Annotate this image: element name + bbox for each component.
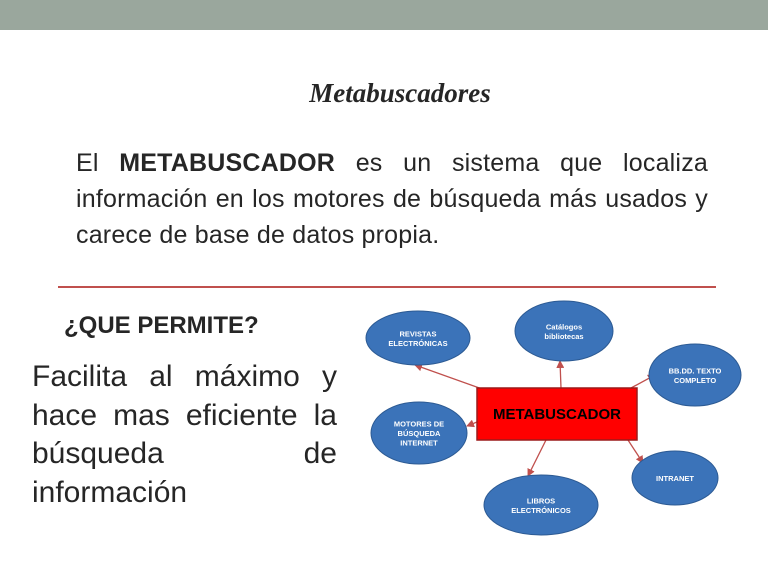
diagram-node-label: INTRANET <box>656 474 694 483</box>
diagram-node-label: BÚSQUEDA <box>397 429 441 438</box>
slide-title: Metabuscadores <box>309 78 491 108</box>
diagram-node <box>649 344 741 406</box>
diagram-arrow <box>560 361 561 388</box>
diagram-node-label: LIBROS <box>526 496 556 506</box>
diagram-arrow <box>415 365 485 390</box>
center-label: METABUSCADOR <box>492 406 622 423</box>
diagram-node <box>632 451 718 505</box>
intro-lead: El <box>76 149 120 177</box>
diagram-node-label: bibliotecas <box>544 331 584 341</box>
diagram-node-label: Catálogos <box>545 322 583 332</box>
diagram-node-label: BB.DD. TEXTO <box>668 366 722 376</box>
diagram-node <box>515 301 613 361</box>
diagram-node-label: ELECTRÓNICAS <box>388 338 448 348</box>
diagram-node-label: COMPLETO <box>673 375 717 385</box>
intro-bold-term: METABUSCADOR <box>119 149 336 177</box>
center-box <box>477 388 637 440</box>
diagram-arrow <box>528 440 546 476</box>
diagram-node <box>484 475 598 535</box>
question-heading: ¿QUE PERMITE? <box>64 312 259 339</box>
diagram-node-label: ELECTRÓNICOS <box>511 505 571 515</box>
diagram-node <box>366 311 470 365</box>
diagram-node-label: INTERNET <box>400 438 438 448</box>
diagram-arrow <box>467 422 477 426</box>
diagram-node-label: MOTORES DE <box>393 419 445 429</box>
diagram-node <box>371 402 467 464</box>
diagram-arrow <box>628 440 643 463</box>
intro-rest: es un sistema que localiza información en los motores de búsqueda más usados y carece de base de datos propia. <box>76 149 708 249</box>
diagram-node-label: REVISTAS <box>399 329 437 339</box>
answer-text: Facilita al máximo y hace mas eficiente la búsqueda de información <box>32 360 337 509</box>
